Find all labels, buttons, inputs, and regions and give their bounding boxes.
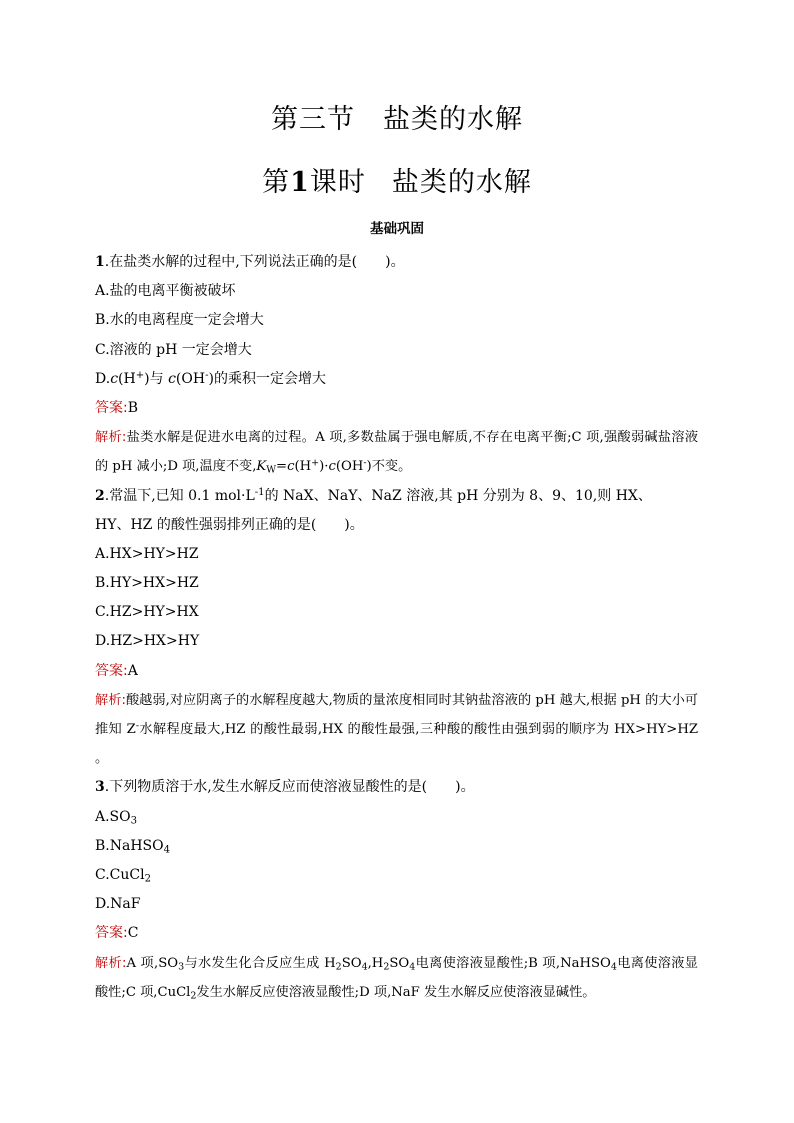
question-1-option-b: B.水的电离程度一定会增大 (95, 312, 264, 329)
lesson-suffix: 课时 (309, 167, 366, 198)
question-2-option-b: B.HY>HX>HZ (95, 575, 199, 592)
question-2-stem: 2.常温下,已知 0.1 $mol\cdot L^{-1}$的 NaX、NaY、NaZ 溶液,其 pH 分别为 8、9、10,则 HX、 (95, 486, 652, 504)
question-3-option-d: D.NaF (95, 896, 141, 913)
answer-label: 答案: (95, 662, 128, 679)
question-3-stem: 3.下列物质溶于水,发生水解反应而使溶液显酸性的是( )。 (95, 779, 475, 796)
explanation-label: 解析: (95, 955, 127, 971)
category-heading: 基础巩固 (370, 221, 424, 237)
question-3-answer: 答案:C (95, 925, 139, 942)
question-1-option-c: C.溶液的 pH 一定会增大 (95, 341, 252, 358)
question-list (95, 248, 698, 1007)
explanation-label: 解析: (95, 692, 126, 708)
answer-label: 答案: (95, 399, 128, 416)
question-number: 1 (95, 254, 105, 270)
question-1-option-a: A.盐的电离平衡被破坏 (95, 283, 236, 300)
question-3-explanation: 解析:A 项$,SO_3$与水发生化合反应生成 $H_2SO_4,H_2SO_4$电离使溶液显酸性;B 项,NaHSO$_4$电离使溶液显酸性;C 项,CuCl$_2$发生水解反应使溶液显酸性;D 项,NaF 发生水解反应使溶液显碱性。 (95, 955, 698, 1002)
question-number: 2 (95, 487, 105, 504)
question-1-option-d: D.c(H+)与 c(OH-)的乘积一定会增大 (95, 369, 326, 387)
question-2-stem-cont: HY、HZ 的酸性强弱排列正确的是( )。 (95, 516, 364, 533)
question-2-option-c: C.HZ>HY>HX (95, 604, 199, 621)
question-1-answer: 答案:B (95, 399, 139, 416)
question-1-stem: 1.在盐类水解的过程中,下列说法正确的是( )。 (95, 254, 405, 270)
lesson-number: 1 (290, 167, 310, 198)
question-number: 3 (95, 779, 105, 796)
question-2-answer: 答案:A (95, 662, 138, 679)
question-2-explanation: 解析:酸越弱,对应阴离子的水解程度越大,物质的量浓度相同时其钠盐溶液的 pH 越大,根据 pH 的大小可推知 Z-水解程度最大,HZ 的酸性最弱,HX 的酸性最强,三种酸的酸性由强到弱的顺序为 HX>HY>HZ 。 (95, 692, 698, 767)
answer-label: 答案: (95, 925, 128, 942)
question-3-option-b: B.NaHSO$_4$ (95, 837, 171, 856)
question-1-explanation: 解析:盐类水解是促进水电离的过程。A 项,多数盐属于强电解质,不存在电离平衡;C 项,强酸弱碱盐溶液的 pH 减小;D 项,温度不变$,K_W=c(H^+)\cdot c(OH^-)$不变。 (95, 430, 699, 476)
explanation-label: 解析: (95, 430, 127, 446)
question-2-option-d: D.HZ>HX>HY (95, 633, 200, 650)
section-title: 第三节 盐类的水解 (271, 104, 523, 135)
question-2-option-a: A.HX>HY>HZ (95, 545, 199, 562)
lesson-name: 盐类的水解 (391, 167, 532, 198)
question-3-option-c: C.CuCl$_2$ (95, 867, 152, 885)
question-3-option-a: $A.SO_3$ (95, 808, 138, 827)
lesson-prefix: 第 (262, 167, 291, 198)
lesson-title (0, 163, 794, 203)
